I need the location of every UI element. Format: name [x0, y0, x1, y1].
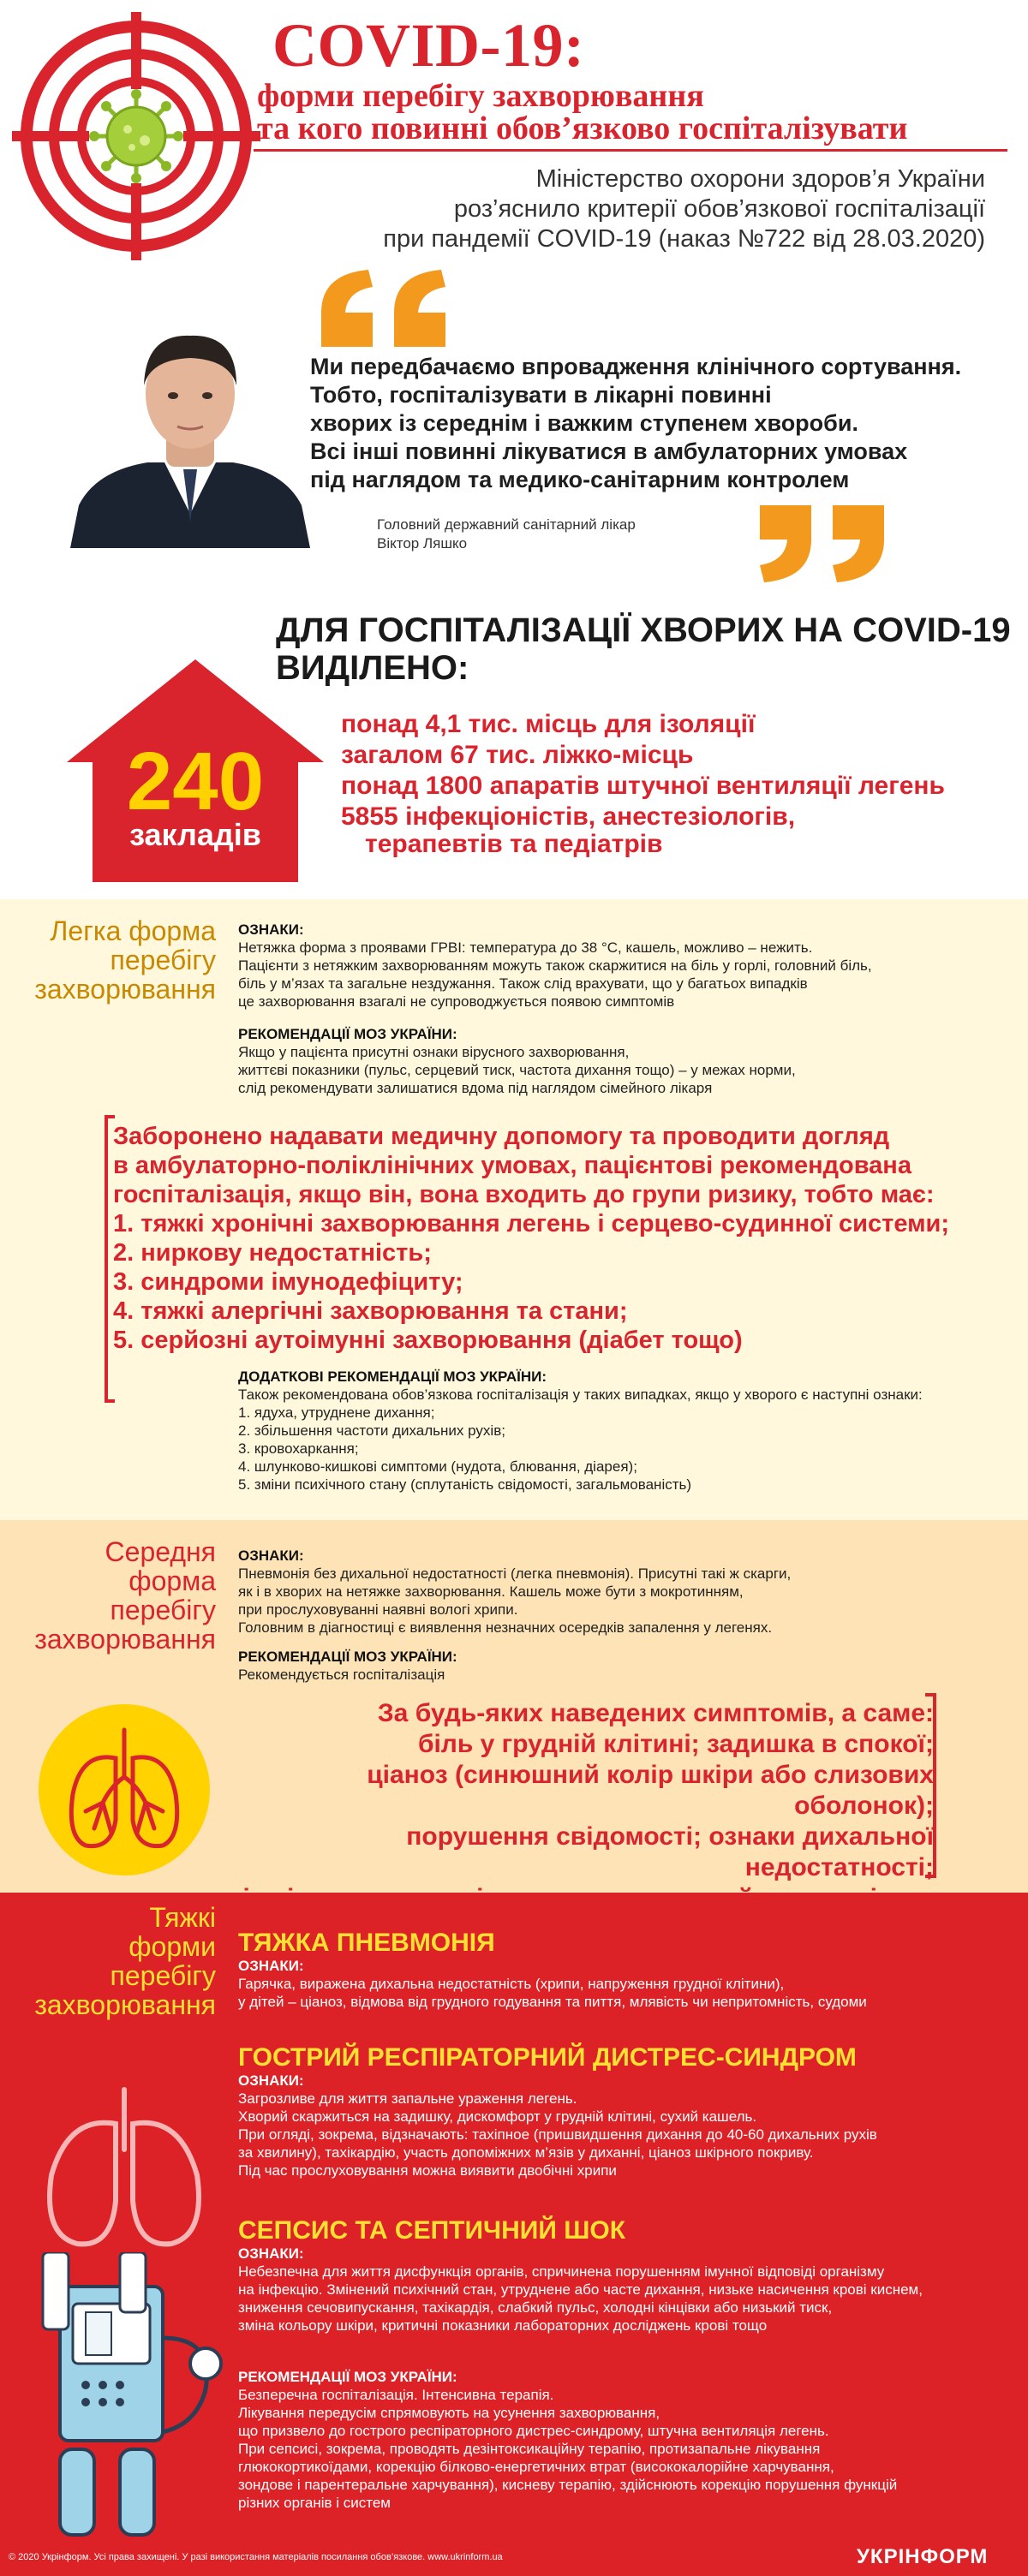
intro-line: при пандемії COVID-19 (наказ №722 від 28.03.2020)	[383, 225, 985, 253]
extra-line: 1. ядуха, утруднене дихання;	[238, 1404, 435, 1421]
signs-line: біль у м’язах та загальне нездужання. Також слід врахувати, що у багатьох випадків	[238, 975, 808, 992]
urgent-line: За будь-яких наведених симптомів, а саме:	[377, 1699, 934, 1727]
resource-item: терапевтів та педіатрів	[365, 830, 663, 858]
rec-heading: РЕКОМЕНДАЦІЇ МОЗ УКРАЇНИ:	[238, 1649, 457, 1665]
facility-count-label: закладів	[129, 817, 261, 852]
signs-line: Головним в діагностиці є виявлення незначних осередків запалення у легенях.	[238, 1619, 773, 1636]
extra-line: 3. кровохаркання;	[238, 1440, 359, 1457]
rec-heading: РЕКОМЕНДАЦІЇ МОЗ УКРАЇНИ:	[238, 1026, 457, 1042]
title-line: захворювання	[34, 1989, 216, 2020]
forbidden-line: Заборонено надавати медичну допомогу та проводити догляд	[113, 1123, 890, 1150]
severe-rec-block	[238, 2369, 1018, 2512]
virus-target-icon	[12, 12, 260, 260]
lungs-icon	[34, 1700, 214, 1880]
rec-line: Безперечна госпіталізація. Інтенсивна терапія.	[238, 2387, 554, 2403]
quote-line: хворих із середнім і важким ступенем хвороби.	[310, 410, 858, 436]
quote-text	[310, 353, 1013, 494]
urgent-line: порушення свідомості; ознаки дихальної недостатності;	[406, 1822, 934, 1881]
risk-item: 1. тяжкі хронічні захворювання легень і серцево-судинної системи;	[113, 1210, 950, 1237]
extra-line: 2. збільшення частоти дихальних рухів;	[238, 1422, 505, 1439]
title-divider	[254, 149, 1007, 152]
urgent-line: біль у грудній клітині; задишка в спокої;	[417, 1730, 934, 1758]
author-role: Головний державний санітарний лікар	[377, 516, 636, 533]
signs-line: як і в хворих на нетяжке захворювання. Кашель може бути з мокротинням,	[238, 1583, 744, 1600]
rec-line: різних органів і систем	[238, 2495, 391, 2511]
signs-line: Загрозливе для життя запальне ураження легень.	[238, 2090, 577, 2107]
lungs-outline-icon	[26, 2072, 223, 2261]
signs-line: Гарячка, виражена дихальна недостатність (хрипи, напруження грудної клітини),	[238, 1976, 785, 1992]
signs-line: При огляді, зокрема, відзначають: тахіпное (пришвидшення дихання до 40-60 дихальних рухів	[238, 2126, 877, 2143]
intro-line: Міністерство охорони здоров’я України	[535, 165, 985, 193]
quote-line: Тобто, госпіталізувати в лікарні повинні	[310, 382, 772, 408]
pneumonia-block	[238, 1929, 1018, 2011]
facility-count: 240	[126, 736, 265, 827]
risk-item: 2. ниркову недостатність;	[113, 1239, 432, 1267]
quote-line: Всі інші повинні лікуватися в амбулаторних умовах	[310, 438, 908, 464]
title-line: форма	[128, 1565, 216, 1596]
signs-heading: ОЗНАКИ:	[238, 2072, 304, 2089]
title-line: Легка форма	[50, 915, 216, 946]
risk-item: 4. тяжкі алергічні захворювання та стани;	[113, 1297, 628, 1325]
sepsis-heading: СЕПСИС ТА СЕПТИЧНИЙ ШОК	[238, 2216, 626, 2245]
rec-line: життєві показники (пульс, серцевий тиск, частота дихання тощо) – у межах норми,	[238, 1062, 796, 1078]
author-name: Віктор Ляшко	[377, 535, 468, 552]
header	[0, 0, 1028, 283]
title-line: захворювання	[34, 1624, 216, 1655]
title-line: Середня	[105, 1536, 216, 1567]
rec-line: При сепсисі, зокрема, проводять дезінтоксикаційну терапію, протизапальне лікування	[238, 2441, 821, 2457]
signs-line: на інфекцію. Змінений психічний стан, утруднене або часте дихання, низьке насичення крові киснем,	[238, 2281, 923, 2298]
extra-line: 5. зміни психічного стану (сплутаність свідомості, загальмованість)	[238, 1476, 692, 1493]
title-line: перебігу	[110, 945, 216, 975]
intro-text	[283, 164, 985, 254]
signs-heading: ОЗНАКИ:	[238, 1547, 304, 1564]
rec-line: Якщо у пацієнта присутні ознаки вірусного захворювання,	[238, 1044, 630, 1060]
forbidden-line: в амбулаторно-поліклінічних умовах, пацієнтові рекомендована	[113, 1152, 911, 1179]
title-line: перебігу	[110, 1960, 216, 1991]
signs-line: Під час прослуховування можна виявити двобічні хрипи	[238, 2162, 617, 2179]
medium-rec-block	[238, 1649, 1018, 1684]
page-subtitle-line1: форми перебігу захворювання	[257, 78, 704, 114]
signs-line: Нетяжка форма з проявами ГРВІ: температура до 38 °С, кашель, можливо – нежить.	[238, 939, 813, 956]
severe-form-section	[0, 1893, 1028, 2576]
open-quote-icon	[313, 265, 458, 351]
quote-section	[0, 257, 1028, 617]
severe-form-title	[10, 1903, 216, 2019]
signs-line: Хворий скаржиться на задишку, дискомфорт у грудній клітині, сухий кашель.	[238, 2108, 757, 2125]
extra-line: Також рекомендована обов’язкова госпіталізація у таких випадках, якщо у хворого є наступні ознаки:	[238, 1386, 923, 1403]
title-line: захворювання	[34, 974, 216, 1005]
ukrinform-logo: УКРІНФОРМ	[857, 2545, 989, 2568]
light-form-section	[0, 899, 1028, 1520]
hospitalization-title	[276, 611, 1013, 687]
resource-item: понад 4,1 тис. місць для ізоляції	[341, 710, 756, 738]
sepsis-block	[238, 2216, 1018, 2334]
light-signs-block	[238, 921, 1018, 1011]
page-subtitle-line2: та кого повинні обов’язково госпіталізувати	[257, 110, 908, 146]
resource-item: загалом 67 тис. ліжко-місць	[341, 741, 694, 769]
signs-line: при прослуховуванні наявні вологі хрипи.	[238, 1601, 518, 1618]
light-form-title	[10, 916, 216, 1004]
medium-form-section	[0, 1520, 1028, 1893]
signs-line: це захворювання взагалі не супроводжується появою симптомів	[238, 993, 675, 1010]
extra-rec-heading: ДОДАТКОВІ РЕКОМЕНДАЦІЇ МОЗ УКРАЇНИ:	[238, 1368, 547, 1385]
light-extra-block	[238, 1368, 1018, 1494]
title-line: Тяжкі	[149, 1902, 216, 1933]
ventilator-icon	[34, 2252, 240, 2543]
quote-author	[377, 516, 636, 553]
forbidden-notice	[113, 1122, 1013, 1355]
hospitalization-title-line1: ДЛЯ ГОСПІТАЛІЗАЦІЇ ХВОРИХ НА COVID-19	[276, 611, 1011, 649]
light-rec-block	[238, 1026, 1018, 1097]
intro-line: роз’яснило критерії обов’язкової госпіталізації	[453, 195, 985, 223]
close-quote-icon	[747, 501, 893, 587]
signs-line: зниження сечовипускання, тахікардія, слабкий пульс, холодні кінцівки або низький тиск,	[238, 2299, 833, 2316]
rec-line: слід рекомендувати залишатися вдома під наглядом сімейного лікаря	[238, 1080, 713, 1096]
rec-line: Лікування передусім спрямовують на усунення захворювання,	[238, 2405, 660, 2421]
signs-line: зміна кольору шкіри, критичні показники лабораторних досліджень крові тощо	[238, 2317, 768, 2334]
quote-line: Ми передбачаємо впровадження клінічного сортування.	[310, 354, 962, 379]
medium-signs-block	[238, 1547, 1018, 1637]
forbidden-line: госпіталізація, якщо він, вона входить до групи ризику, тобто має:	[113, 1181, 935, 1208]
title-line: форми	[128, 1931, 216, 1962]
copyright-text: © 2020 Укрінформ. Усі права захищені. У разі використання матеріалів посилання обов’язкове. www.ukrinform.ua	[9, 2552, 503, 2562]
ards-heading: ГОСТРИЙ РЕСПІРАТОРНИЙ ДИСТРЕС-СИНДРОМ	[238, 2043, 857, 2072]
rec-line: Рекомендується госпіталізація	[238, 1667, 445, 1683]
extra-line: 4. шлунково-кишкові симптоми (нудота, блювання, діарея);	[238, 1458, 637, 1475]
rec-line: що призвело до гострого респіраторного дистрес-синдрому, штучна вентиляція легень.	[238, 2423, 829, 2439]
hospitalization-title-line2: ВИДІЛЕНО:	[276, 649, 469, 687]
signs-line: Пацієнти з нетяжким захворюванням можуть також скаржитися на біль у горлі, головний біль,	[238, 957, 872, 974]
signs-heading: ОЗНАКИ:	[238, 921, 304, 938]
signs-line: Пневмонія без дихальної недостатності (легка пневмонія). Присутні такі ж скарги,	[238, 1565, 792, 1582]
resource-item: 5855 інфекціоністів, анестезіологів,	[341, 802, 796, 831]
quote-line: під наглядом та медико-санітарним контролем	[310, 467, 850, 492]
risk-item: 3. синдроми імунодефіциту;	[113, 1268, 463, 1296]
rec-line: глюкокортикоїдами, корекцію білково-енергетичних втрат (висококалорійне харчування,	[238, 2459, 834, 2475]
signs-line: Небезпечна для життя дисфункція органів, спричинена порушенням імунної відповіді організму	[238, 2263, 885, 2280]
hospitalization-section	[0, 599, 1028, 891]
urgent-line: ціаноз (синюшний колір шкіри або слизових оболонок);	[367, 1761, 934, 1820]
risk-item: 5. серйозні аутоімунні захворювання (діабет тощо)	[113, 1327, 743, 1354]
medium-form-title	[10, 1537, 216, 1654]
pneumonia-heading: ТЯЖКА ПНЕВМОНІЯ	[238, 1929, 495, 1957]
rec-line: зондове і парентеральне харчування), кисневу терапію, здійснюють корекцію порушення функцій	[238, 2477, 898, 2493]
page-title: COVID-19:	[272, 11, 585, 80]
signs-heading: ОЗНАКИ:	[238, 2245, 304, 2262]
speaker-portrait	[62, 317, 319, 548]
ards-block	[238, 2043, 1018, 2179]
resource-list	[341, 709, 1018, 860]
rec-heading: РЕКОМЕНДАЦІЇ МОЗ УКРАЇНИ:	[238, 2369, 457, 2385]
signs-line: у дітей – ціаноз, відмова від грудного годування та пиття, млявість чи непритомність, судоми	[238, 1994, 867, 2010]
title-line: перебігу	[110, 1595, 216, 1625]
resource-item: понад 1800 апаратів штучної вентиляції легень	[341, 772, 945, 800]
signs-heading: ОЗНАКИ:	[238, 1958, 304, 1974]
signs-line: за хвилину), тахікардію, участь допоміжних м’язів у диханні, ціаноз шкірного покриву.	[238, 2144, 814, 2161]
